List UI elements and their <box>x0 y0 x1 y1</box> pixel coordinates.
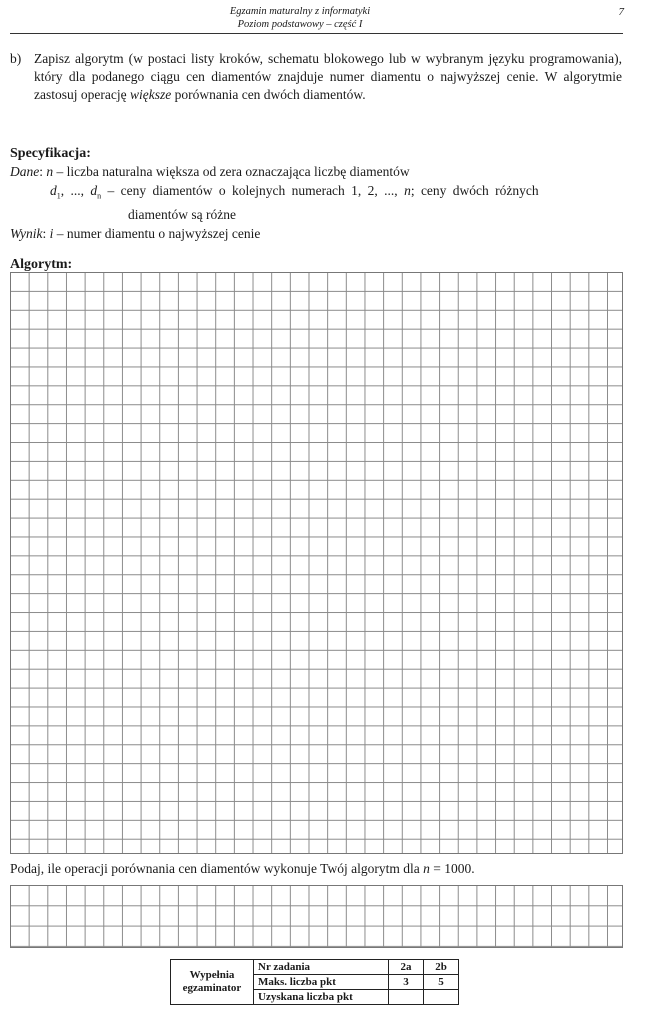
header-rule <box>10 33 623 34</box>
task-instruction <box>34 50 622 104</box>
comparisons-answer-grid[interactable] <box>10 885 623 948</box>
prices-n: n <box>404 183 411 198</box>
page-header <box>0 2 664 34</box>
spec-result: Wynik: i – numer diamentu o najwyższej cenie <box>10 226 261 241</box>
dots: , ..., <box>60 183 91 198</box>
spec-given-n: Dane: n – liczba naturalna większa od zera oznaczająca liczbę diamentów <box>10 164 410 179</box>
score-input-2a[interactable] <box>389 990 424 1005</box>
score-cell: 2b <box>424 960 459 975</box>
d1-var: d <box>50 183 57 198</box>
algorithm-answer-grid[interactable] <box>10 272 623 854</box>
question-var: n <box>423 861 430 876</box>
given-n-desc: – liczba naturalna większa od zera oznaczająca liczbę diamentów <box>53 164 410 179</box>
spec-heading: Specyfikacja: <box>10 146 91 161</box>
spec-prices-cont: diamentów są różne <box>128 207 236 222</box>
score-label: Uzyskana liczba pkt <box>254 990 389 1005</box>
given-n-var: n <box>46 164 54 179</box>
prices-desc: – ceny diamentów o kolejnych numerach 1, 2, ..., <box>101 183 405 198</box>
score-cell: 5 <box>424 975 459 990</box>
score-input-2b[interactable] <box>424 990 459 1005</box>
task-marker: b) <box>10 51 22 66</box>
header-exam-title: Egzamin maturalny z informatyki <box>229 6 371 17</box>
header-level: Poziom podstawowy – część I <box>237 19 363 30</box>
prices-tail: ; ceny dwóch różnych <box>410 183 539 198</box>
score-label: Maks. liczba pkt <box>254 975 389 990</box>
d1-sub: 1 <box>56 191 61 201</box>
score-cell: 2a <box>389 960 424 975</box>
score-label: Nr zadania <box>254 960 389 975</box>
page-number: 7 <box>618 6 624 18</box>
task-text-1: Zapisz algorytm (w postaci listy kroków, schematu blokowego lub w wybranym języku programowania), który dla podanego ciągu cen diamentów znajduje numer diamentu o najwyższej cenie. W algorytmie zastosuj operację <box>34 51 622 102</box>
score-cell: 3 <box>389 975 424 990</box>
result-desc: – numer diamentu o najwyższej cenie <box>53 226 261 241</box>
examiner-cell: Wypełnia egzaminator <box>171 960 254 1005</box>
given-label: Dane <box>10 164 40 179</box>
question-value: = 1000 <box>429 861 472 876</box>
question-text: Podaj, ile operacji porównania cen diamentów wykonuje Twój algorytm dla <box>10 861 424 876</box>
comparisons-question <box>10 861 475 877</box>
algorithm-heading: Algorytm: <box>10 257 73 272</box>
question-end: . <box>471 861 475 876</box>
result-var: i <box>49 226 54 241</box>
task-text-2: porównania cen dwóch diamentów. <box>171 87 366 102</box>
result-label: Wynik <box>10 226 43 241</box>
dn-var: d <box>90 183 98 198</box>
dn-sub: n <box>97 191 102 201</box>
task-b <box>10 50 622 104</box>
task-emphasis: większe <box>129 87 172 102</box>
score-table <box>170 959 459 1005</box>
score-row-task <box>171 960 459 975</box>
spec-given-prices <box>50 182 622 206</box>
